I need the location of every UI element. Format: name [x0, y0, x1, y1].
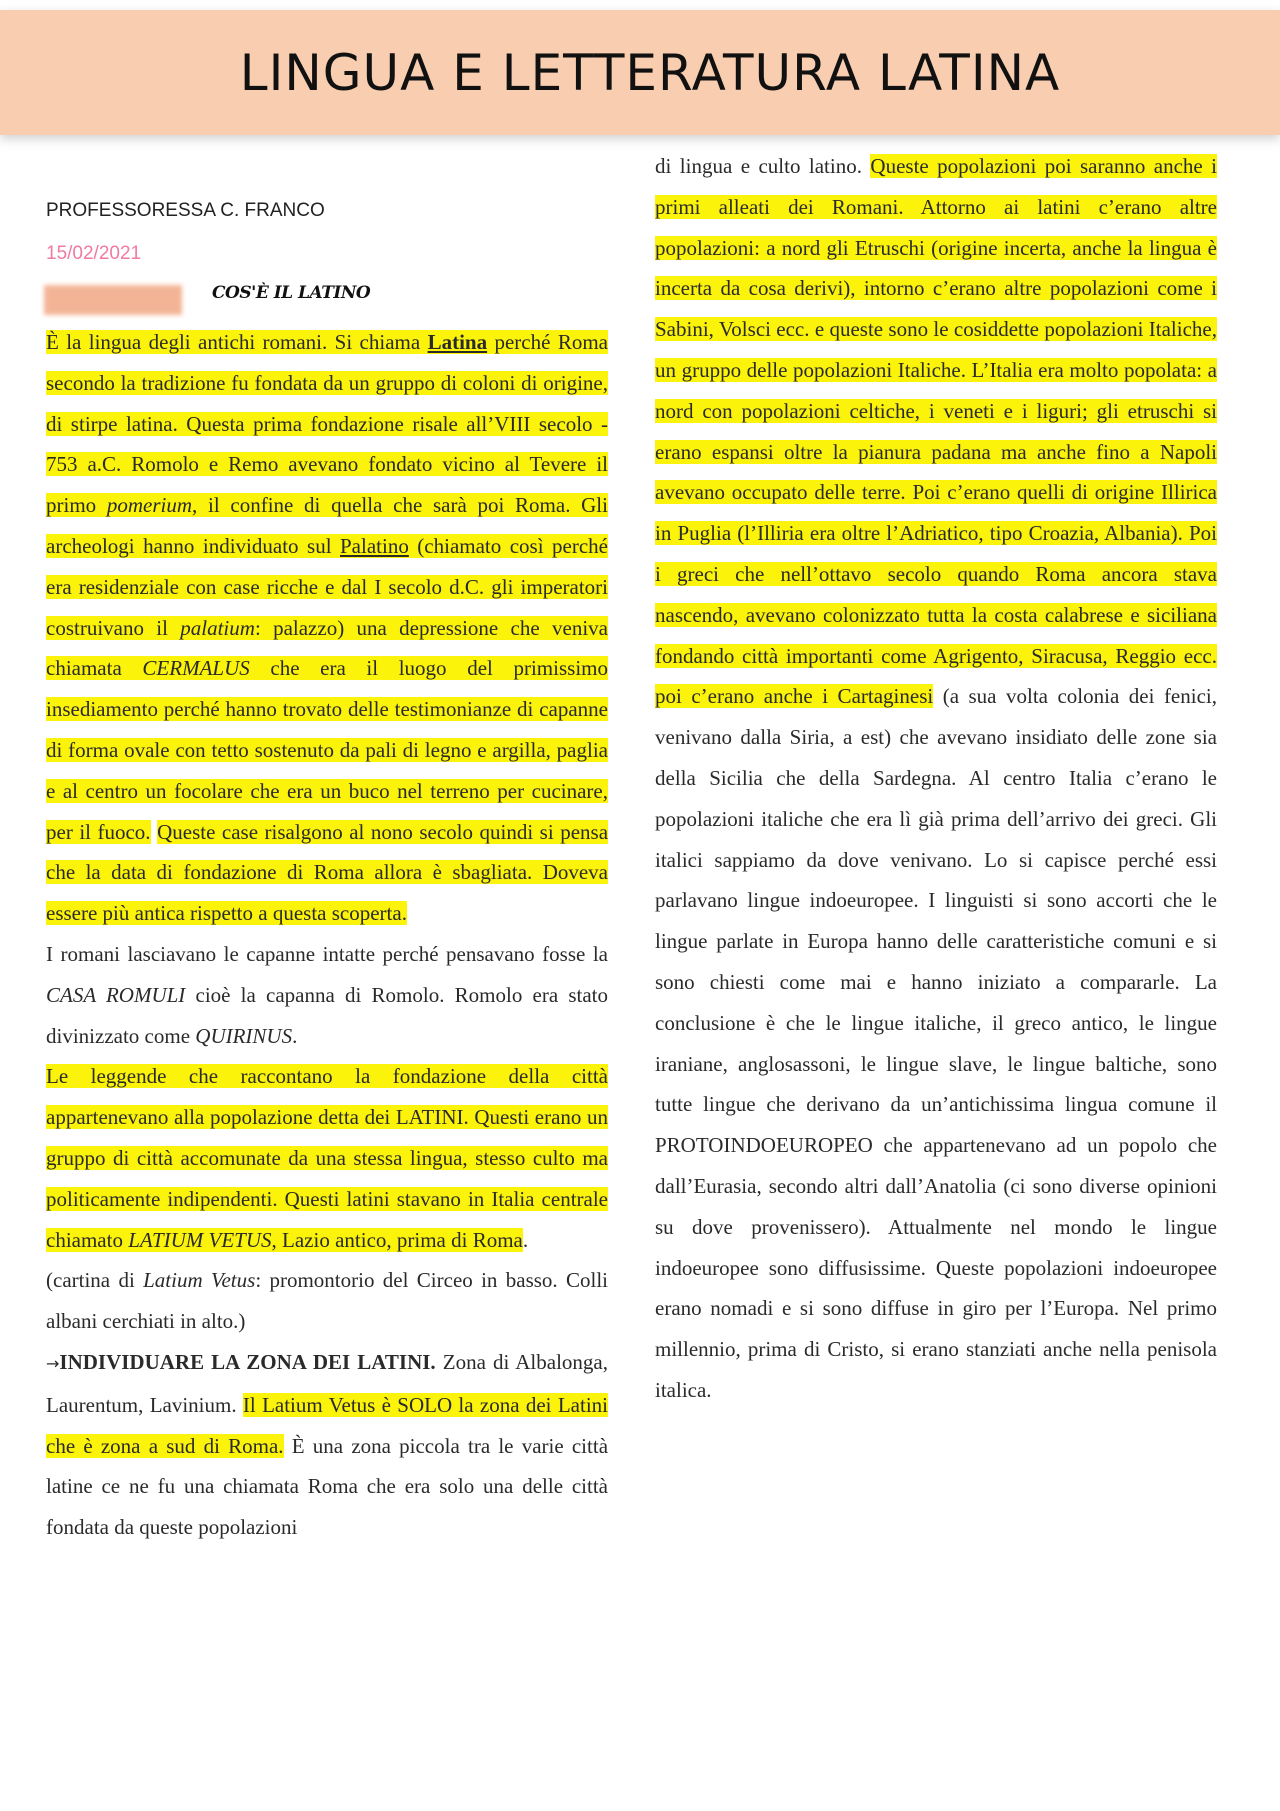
term-palatium: palatium	[180, 615, 255, 640]
text-span: .	[522, 1227, 529, 1252]
text-span: perché Roma secondo la tradizione fu fondata da un gruppo di coloni di origine, di stirpe latina. Questa prima fondazione risale all’VIII secolo - 753 a.C. Romolo e Remo avevano fondato vicino al Tevere il primo	[46, 330, 608, 518]
term-latina: Latina	[427, 330, 488, 354]
title-banner	[0, 10, 1280, 135]
text-span: (a sua volta colonia dei fenici, venivano dalla Siria, a est) che avevano insidiato delle zone sia della Sicilia che della Sardegna. Al centro Italia c’erano le popolazioni italiche che era lì già prima dell’arrivo dei greci. Gli italici sappiamo da dove venivano. Lo si capisce perché essi parlavano lingue indoeuropee. I linguisti si sono accorti che le lingue parlate in Europa hanno delle caratteristiche comuni e si sono chiesti come mai e hanno iniziato a compararle. La conclusione è che le lingue italiche, il greco antico, le lingue iraniane, anglosassoni, le lingue slave, le lingue baltiche, sono tutte lingue che derivano da un’antichissima lingua comune il PROTOINDOEUROPEO che appartenevano ad un popolo che dall’Eurasia, secondo altri dall’Anatolia (ci sono diverse opinioni su dove provenissero). Attualmente nel mondo le lingue indoeuropee sono diffusissime. Queste popolazioni indoeuropee erano nomadi e si sono diffuse in giro per l’Europa. Nel primo millennio, prima di Cristo, si erano stanziati anche nella penisola italica.	[655, 684, 1217, 1402]
term-casa-romuli: CASA ROMULI	[46, 982, 186, 1007]
text-span: (chiamato così perché era residenziale con case ricche e dal I secolo d.C. gli imperatori costruivano il	[46, 533, 608, 640]
highlight-popolazioni: Queste popolazioni poi saranno anche i primi alleati dei Romani. Attorno ai latini c’erano altre popolazioni: a nord gli Etruschi (origine incerta, anche la lingua è incerta da cosa derivi), intorno c’erano altre popolazioni come i Sabini, Volsci ecc. e queste sono le cosiddette popolazioni Italiche, un gruppo delle popolazioni Italiche. L’Italia era molto popolata: a nord con popolazioni celtiche, i veneti e i liguri; gli etruschi si erano espansi oltre la pianura padana ma anche fino a Napoli avevano occupato delle terre. Poi c’erano quelli di origine Illirica in Puglia (l’Illiria era oltre l’Adriatico, tipo Croazia, Albania). Poi i greci che nell’ottavo secolo quando Roma ancora stava nascendo, avevano colonizzato tutta la costa calabrese e siciliana fondando città importanti come Agrigento, Siracusa, Reggio ecc. poi c’erano anche i Cartaginesi	[655, 154, 1217, 709]
redacted-block	[44, 285, 182, 315]
text-span: (cartina di	[46, 1268, 144, 1293]
text-span: È una zona piccola tra le varie città latine ce ne fu una chiamata Roma che era solo una delle città fondata da queste popolazioni	[46, 1433, 609, 1540]
paragraph-zona-latini	[46, 1342, 608, 1548]
right-column	[655, 146, 1217, 1411]
paragraph-latini	[46, 1056, 608, 1260]
text-span: , Lazio antico, prima di Roma	[271, 1227, 523, 1252]
text-span: I romani lasciavano le capanne intatte perché pensavano fosse la	[46, 941, 608, 966]
text-span: È la lingua degli antichi romani. Si chiama	[46, 330, 428, 354]
heading-zona-latini: INDIVIDUARE LA ZONA DEI LATINI.	[59, 1349, 436, 1374]
highlight-latium-vetus: Il Latium Vetus è SOLO la zona dei Latini che è zona a sud di Roma.	[46, 1392, 608, 1458]
paragraph-intro	[46, 322, 608, 934]
highlight-foundation-date: Queste case risalgono al nono secolo quindi si pensa che la data di fondazione di Roma allora è sbagliata. Doveva essere più antica rispetto a questa scoperta.	[46, 819, 609, 926]
highlight-latini	[46, 1064, 608, 1251]
note-date: 15/02/2021	[46, 243, 142, 264]
text-span: di lingua e culto latino.	[655, 154, 871, 178]
arrow-icon: →	[46, 1353, 60, 1373]
term-quirinus: QUIRINUS	[195, 1023, 293, 1048]
text-span: , il confine di quella che sarà poi Roma. Gli archeologi hanno individuato sul	[46, 493, 608, 558]
text-span: .	[292, 1023, 298, 1048]
section-title: COS'È IL LATINO	[212, 283, 371, 303]
text-span: Le leggende che raccontano la fondazione della città appartenevano alla popolazione detta dei LATINI. Questi erano un gruppo di città accomunate da una stessa lingua, stesso culto ma politicamente indipendenti. Questi latini stavano in Italia centrale chiamato	[46, 1064, 608, 1252]
term-palatino: Palatino	[340, 533, 409, 558]
term-cermalus: CERMALUS	[142, 656, 250, 681]
paragraph-popolazioni	[655, 146, 1217, 1411]
text-span: Zona di Albalonga, Laurentum, Lavinium.	[46, 1349, 608, 1417]
paragraph-map-note	[46, 1260, 608, 1342]
term-latium-vetus: LATIUM VETUS	[128, 1227, 272, 1252]
left-column	[46, 322, 608, 1548]
text-span: che era il luogo del primissimo insediamento perché hanno trovato delle testimonianze di capanne di forma ovale con tetto sostenuto da pali di legno e argilla, paglia e al centro un focolare che era un buco nel terreno per cucinare, per il fuoco.	[46, 656, 608, 844]
term-latium-vetus: Latium Vetus	[143, 1268, 256, 1293]
paragraph-casa-romuli	[46, 934, 608, 1056]
text-span: cioè la capanna di Romolo. Romolo era stato divinizzato come	[46, 982, 609, 1048]
highlight-intro	[46, 330, 608, 844]
text-span: : palazzo) una depressione che veniva chiamata	[46, 615, 608, 681]
page-title: LINGUA E LETTERATURA LATINA	[239, 43, 1061, 102]
professor-name: PROFESSORESSA C. FRANCO	[46, 200, 325, 221]
text-span: : promontorio del Circeo in basso. Colli albani cerchiati in alto.)	[46, 1268, 609, 1334]
term-pomerium: pomerium	[106, 493, 193, 518]
